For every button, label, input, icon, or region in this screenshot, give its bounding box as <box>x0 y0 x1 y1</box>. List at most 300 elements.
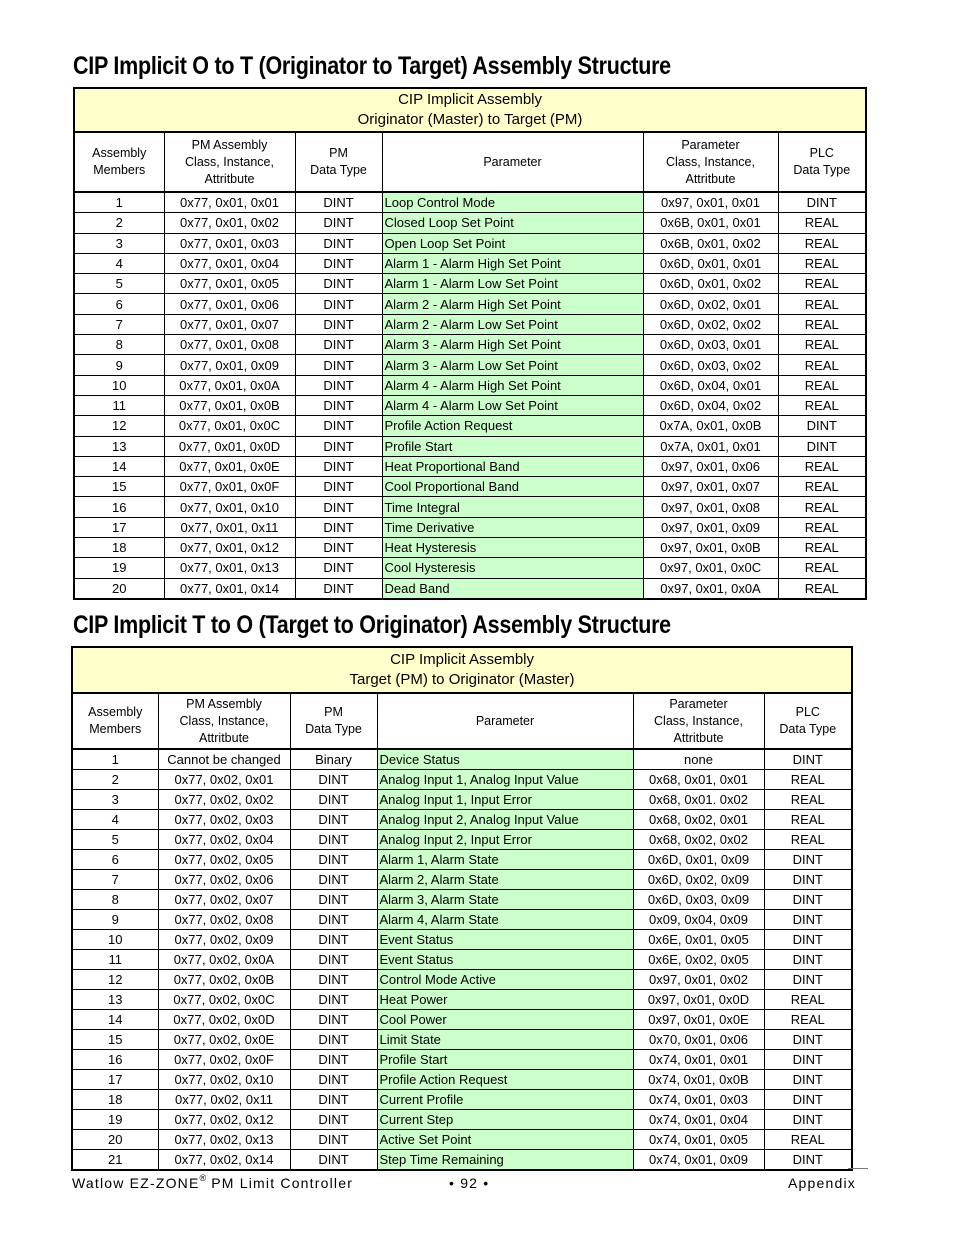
footer-section: Appendix <box>788 1175 856 1191</box>
caption-line-2: Target (PM) to Originator (Master) <box>349 671 575 688</box>
cell-parameter: Loop Control Mode <box>382 192 643 213</box>
cell-pm-assembly: 0x77, 0x02, 0x12 <box>158 1110 290 1130</box>
table-row <box>72 749 852 770</box>
cell-member: 8 <box>74 335 164 355</box>
cell-pm-assembly: 0x77, 0x01, 0x0B <box>164 395 295 415</box>
table-row <box>74 375 866 395</box>
table-row <box>72 850 852 870</box>
table-caption <box>72 647 852 693</box>
cell-member: 17 <box>74 517 164 537</box>
cell-pm-assembly: 0x77, 0x02, 0x04 <box>158 830 290 850</box>
table-row <box>74 233 866 253</box>
cell-param-cia: 0x74, 0x01, 0x0B <box>633 1070 764 1090</box>
cell-param-cia: 0x6D, 0x02, 0x02 <box>643 314 778 334</box>
cell-pm-type: DINT <box>290 1150 377 1171</box>
cell-pm-type: DINT <box>295 395 382 415</box>
cell-param-cia: 0x09, 0x04, 0x09 <box>633 910 764 930</box>
footer-rule <box>848 1168 868 1169</box>
cell-pm-assembly: 0x77, 0x02, 0x13 <box>158 1130 290 1150</box>
cell-member: 2 <box>72 770 158 790</box>
cell-param-cia: 0x97, 0x01, 0x0D <box>633 990 764 1010</box>
cell-param-cia: none <box>633 749 764 770</box>
table-row <box>74 578 866 599</box>
cell-param-cia: 0x74, 0x01, 0x01 <box>633 1050 764 1070</box>
cell-parameter: Analog Input 2, Analog Input Value <box>377 810 633 830</box>
cell-parameter: Alarm 3 - Alarm High Set Point <box>382 335 643 355</box>
cell-plc-type: REAL <box>778 355 866 375</box>
cell-pm-type: DINT <box>295 355 382 375</box>
cell-plc-type: DINT <box>778 416 866 436</box>
cell-pm-assembly: 0x77, 0x02, 0x05 <box>158 850 290 870</box>
cell-plc-type: REAL <box>764 1010 852 1030</box>
t-to-o-table-body <box>72 749 852 1170</box>
cell-pm-type: DINT <box>295 335 382 355</box>
cell-parameter: Alarm 1 - Alarm Low Set Point <box>382 274 643 294</box>
cell-param-cia: 0x74, 0x01, 0x09 <box>633 1150 764 1171</box>
cell-param-cia: 0x68, 0x02, 0x01 <box>633 810 764 830</box>
table-row <box>72 770 852 790</box>
cell-member: 15 <box>74 477 164 497</box>
table-row <box>74 395 866 415</box>
cell-pm-type: DINT <box>295 477 382 497</box>
cell-plc-type: REAL <box>764 770 852 790</box>
cell-plc-type: REAL <box>764 790 852 810</box>
cell-member: 7 <box>74 314 164 334</box>
table-row <box>74 456 866 476</box>
cell-plc-type: REAL <box>778 477 866 497</box>
cell-param-cia: 0x7A, 0x01, 0x0B <box>643 416 778 436</box>
cell-pm-assembly: 0x77, 0x01, 0x09 <box>164 355 295 375</box>
cell-parameter: Time Derivative <box>382 517 643 537</box>
cell-member: 13 <box>74 436 164 456</box>
header-plc-data-type: PLC Data Type <box>764 693 852 749</box>
cell-pm-type: DINT <box>295 314 382 334</box>
cell-member: 5 <box>72 830 158 850</box>
o-to-t-assembly-table <box>73 87 867 600</box>
cell-pm-type: DINT <box>290 930 377 950</box>
section-title-o-to-t: CIP Implicit O to T (Originator to Target) Assembly Structure <box>73 52 671 80</box>
cell-pm-type: DINT <box>290 870 377 890</box>
cell-pm-assembly: Cannot be changed <box>158 749 290 770</box>
table-row <box>72 950 852 970</box>
cell-parameter: Cool Hysteresis <box>382 558 643 578</box>
cell-pm-assembly: 0x77, 0x02, 0x11 <box>158 1090 290 1110</box>
cell-parameter: Step Time Remaining <box>377 1150 633 1171</box>
cell-plc-type: REAL <box>778 517 866 537</box>
cell-pm-type: DINT <box>295 436 382 456</box>
cell-param-cia: 0x6D, 0x01, 0x01 <box>643 253 778 273</box>
cell-plc-type: REAL <box>778 274 866 294</box>
caption-line-1: CIP Implicit Assembly <box>390 651 534 668</box>
table-row <box>74 335 866 355</box>
cell-parameter: Alarm 1 - Alarm High Set Point <box>382 253 643 273</box>
table-row <box>72 1110 852 1130</box>
cell-pm-type: DINT <box>295 497 382 517</box>
cell-pm-assembly: 0x77, 0x01, 0x12 <box>164 538 295 558</box>
table-row <box>74 253 866 273</box>
cell-param-cia: 0x97, 0x01, 0x0A <box>643 578 778 599</box>
header-assembly-members: Assembly Members <box>74 132 164 192</box>
header-parameter-cia: Parameter Class, Instance, Attritbute <box>643 132 778 192</box>
cell-param-cia: 0x74, 0x01, 0x05 <box>633 1130 764 1150</box>
cell-pm-type: DINT <box>295 274 382 294</box>
table-row <box>72 810 852 830</box>
cell-pm-type: DINT <box>295 517 382 537</box>
cell-parameter: Current Step <box>377 1110 633 1130</box>
registered-mark: ® <box>199 1173 207 1183</box>
cell-plc-type: DINT <box>764 1150 852 1171</box>
cell-pm-assembly: 0x77, 0x01, 0x14 <box>164 578 295 599</box>
cell-parameter: Cool Proportional Band <box>382 477 643 497</box>
cell-member: 11 <box>74 395 164 415</box>
cell-parameter: Alarm 4 - Alarm Low Set Point <box>382 395 643 415</box>
cell-plc-type: DINT <box>778 436 866 456</box>
cell-member: 20 <box>74 578 164 599</box>
cell-plc-type: REAL <box>778 558 866 578</box>
header-parameter-cia: Parameter Class, Instance, Attritbute <box>633 693 764 749</box>
cell-param-cia: 0x68, 0x01, 0x01 <box>633 770 764 790</box>
table-row <box>72 790 852 810</box>
cell-param-cia: 0x6D, 0x02, 0x01 <box>643 294 778 314</box>
cell-member: 12 <box>72 970 158 990</box>
cell-plc-type: DINT <box>764 1110 852 1130</box>
cell-member: 18 <box>72 1090 158 1110</box>
cell-pm-type: DINT <box>290 1030 377 1050</box>
cell-pm-type: DINT <box>295 233 382 253</box>
cell-member: 8 <box>72 890 158 910</box>
cell-parameter: Limit State <box>377 1030 633 1050</box>
cell-pm-assembly: 0x77, 0x01, 0x11 <box>164 517 295 537</box>
cell-plc-type: DINT <box>764 1030 852 1050</box>
cell-pm-type: DINT <box>290 830 377 850</box>
cell-plc-type: REAL <box>778 253 866 273</box>
caption-line-1: CIP Implicit Assembly <box>398 91 542 108</box>
cell-param-cia: 0x6E, 0x01, 0x05 <box>633 930 764 950</box>
table-row <box>74 314 866 334</box>
table-row <box>72 1010 852 1030</box>
cell-member: 4 <box>72 810 158 830</box>
cell-plc-type: REAL <box>778 375 866 395</box>
cell-pm-assembly: 0x77, 0x01, 0x01 <box>164 192 295 213</box>
cell-member: 13 <box>72 990 158 1010</box>
table-caption <box>74 88 866 132</box>
cell-param-cia: 0x6D, 0x04, 0x02 <box>643 395 778 415</box>
cell-param-cia: 0x97, 0x01, 0x01 <box>643 192 778 213</box>
cell-member: 14 <box>74 456 164 476</box>
cell-pm-type: DINT <box>295 456 382 476</box>
table-row <box>72 990 852 1010</box>
table-row <box>72 830 852 850</box>
header-parameter: Parameter <box>377 693 633 749</box>
cell-plc-type: DINT <box>764 890 852 910</box>
cell-param-cia: 0x74, 0x01, 0x03 <box>633 1090 764 1110</box>
cell-pm-type: DINT <box>295 416 382 436</box>
cell-param-cia: 0x6D, 0x03, 0x09 <box>633 890 764 910</box>
cell-pm-type: DINT <box>295 558 382 578</box>
cell-pm-assembly: 0x77, 0x02, 0x09 <box>158 930 290 950</box>
cell-member: 9 <box>72 910 158 930</box>
cell-plc-type: DINT <box>764 870 852 890</box>
cell-plc-type: REAL <box>778 294 866 314</box>
cell-pm-assembly: 0x77, 0x01, 0x10 <box>164 497 295 517</box>
cell-pm-assembly: 0x77, 0x02, 0x06 <box>158 870 290 890</box>
cell-pm-assembly: 0x77, 0x02, 0x0F <box>158 1050 290 1070</box>
cell-param-cia: 0x97, 0x01, 0x06 <box>643 456 778 476</box>
cell-pm-assembly: 0x77, 0x02, 0x02 <box>158 790 290 810</box>
cell-pm-type: DINT <box>290 850 377 870</box>
cell-pm-type: DINT <box>295 375 382 395</box>
cell-param-cia: 0x6D, 0x03, 0x02 <box>643 355 778 375</box>
cell-parameter: Profile Action Request <box>377 1070 633 1090</box>
cell-parameter: Event Status <box>377 930 633 950</box>
cell-parameter: Analog Input 1, Analog Input Value <box>377 770 633 790</box>
cell-plc-type: DINT <box>764 950 852 970</box>
cell-parameter: Alarm 4 - Alarm High Set Point <box>382 375 643 395</box>
cell-member: 7 <box>72 870 158 890</box>
cell-parameter: Active Set Point <box>377 1130 633 1150</box>
cell-pm-assembly: 0x77, 0x01, 0x0A <box>164 375 295 395</box>
cell-param-cia: 0x68, 0x01. 0x02 <box>633 790 764 810</box>
table-row <box>74 355 866 375</box>
table-row <box>72 930 852 950</box>
cell-parameter: Heat Power <box>377 990 633 1010</box>
cell-member: 9 <box>74 355 164 375</box>
cell-member: 12 <box>74 416 164 436</box>
cell-parameter: Heat Hysteresis <box>382 538 643 558</box>
cell-parameter: Profile Action Request <box>382 416 643 436</box>
cell-member: 3 <box>72 790 158 810</box>
cell-pm-type: DINT <box>290 1110 377 1130</box>
cell-param-cia: 0x7A, 0x01, 0x01 <box>643 436 778 456</box>
cell-member: 14 <box>72 1010 158 1030</box>
cell-member: 1 <box>74 192 164 213</box>
header-plc-data-type: PLC Data Type <box>778 132 866 192</box>
footer-page-number: • 92 • <box>449 1175 490 1191</box>
cell-pm-type: DINT <box>295 538 382 558</box>
cell-pm-assembly: 0x77, 0x01, 0x0E <box>164 456 295 476</box>
cell-parameter: Dead Band <box>382 578 643 599</box>
cell-plc-type: DINT <box>764 749 852 770</box>
cell-member: 17 <box>72 1070 158 1090</box>
section-title-t-to-o: CIP Implicit T to O (Target to Originator) Assembly Structure <box>73 611 671 639</box>
cell-pm-assembly: 0x77, 0x01, 0x07 <box>164 314 295 334</box>
table-row <box>72 1090 852 1110</box>
cell-pm-assembly: 0x77, 0x02, 0x14 <box>158 1150 290 1171</box>
cell-member: 15 <box>72 1030 158 1050</box>
cell-parameter: Analog Input 2, Input Error <box>377 830 633 850</box>
table-row <box>74 497 866 517</box>
cell-pm-assembly: 0x77, 0x01, 0x02 <box>164 213 295 233</box>
cell-pm-type: DINT <box>295 578 382 599</box>
cell-plc-type: REAL <box>764 810 852 830</box>
cell-pm-assembly: 0x77, 0x01, 0x13 <box>164 558 295 578</box>
cell-pm-assembly: 0x77, 0x01, 0x08 <box>164 335 295 355</box>
header-pm-data-type: PM Data Type <box>295 132 382 192</box>
cell-plc-type: REAL <box>778 456 866 476</box>
cell-plc-type: REAL <box>764 990 852 1010</box>
cell-pm-type: DINT <box>290 1050 377 1070</box>
cell-parameter: Cool Power <box>377 1010 633 1030</box>
cell-parameter: Event Status <box>377 950 633 970</box>
cell-param-cia: 0x74, 0x01, 0x04 <box>633 1110 764 1130</box>
cell-member: 10 <box>72 930 158 950</box>
table-row <box>72 1150 852 1171</box>
cell-param-cia: 0x97, 0x01, 0x0C <box>643 558 778 578</box>
cell-plc-type: REAL <box>778 233 866 253</box>
cell-parameter: Profile Start <box>377 1050 633 1070</box>
table-row <box>74 213 866 233</box>
cell-member: 21 <box>72 1150 158 1171</box>
cell-param-cia: 0x97, 0x01, 0x07 <box>643 477 778 497</box>
cell-param-cia: 0x6D, 0x01, 0x02 <box>643 274 778 294</box>
cell-pm-assembly: 0x77, 0x01, 0x03 <box>164 233 295 253</box>
cell-pm-type: DINT <box>290 790 377 810</box>
cell-pm-type: DINT <box>290 1070 377 1090</box>
cell-param-cia: 0x97, 0x01, 0x08 <box>643 497 778 517</box>
cell-parameter: Heat Proportional Band <box>382 456 643 476</box>
table-row <box>74 558 866 578</box>
cell-pm-assembly: 0x77, 0x02, 0x0C <box>158 990 290 1010</box>
cell-param-cia: 0x68, 0x02, 0x02 <box>633 830 764 850</box>
table-row <box>72 1070 852 1090</box>
cell-parameter: Profile Start <box>382 436 643 456</box>
cell-plc-type: DINT <box>778 192 866 213</box>
cell-member: 16 <box>74 497 164 517</box>
cell-pm-assembly: 0x77, 0x02, 0x07 <box>158 890 290 910</box>
cell-parameter: Analog Input 1, Input Error <box>377 790 633 810</box>
cell-pm-type: DINT <box>295 253 382 273</box>
cell-plc-type: DINT <box>764 1090 852 1110</box>
cell-member: 16 <box>72 1050 158 1070</box>
cell-pm-assembly: 0x77, 0x01, 0x05 <box>164 274 295 294</box>
table-row <box>72 1050 852 1070</box>
cell-parameter: Alarm 3, Alarm State <box>377 890 633 910</box>
cell-param-cia: 0x97, 0x01, 0x02 <box>633 970 764 990</box>
cell-param-cia: 0x6B, 0x01, 0x02 <box>643 233 778 253</box>
cell-pm-assembly: 0x77, 0x02, 0x01 <box>158 770 290 790</box>
cell-member: 4 <box>74 253 164 273</box>
cell-pm-assembly: 0x77, 0x02, 0x03 <box>158 810 290 830</box>
cell-param-cia: 0x6E, 0x02, 0x05 <box>633 950 764 970</box>
cell-plc-type: REAL <box>778 314 866 334</box>
cell-param-cia: 0x6D, 0x03, 0x01 <box>643 335 778 355</box>
cell-param-cia: 0x97, 0x01, 0x0E <box>633 1010 764 1030</box>
cell-pm-assembly: 0x77, 0x02, 0x0E <box>158 1030 290 1050</box>
cell-pm-assembly: 0x77, 0x02, 0x08 <box>158 910 290 930</box>
cell-param-cia: 0x70, 0x01, 0x06 <box>633 1030 764 1050</box>
cell-param-cia: 0x97, 0x01, 0x0B <box>643 538 778 558</box>
cell-plc-type: REAL <box>778 497 866 517</box>
cell-parameter: Time Integral <box>382 497 643 517</box>
cell-member: 6 <box>72 850 158 870</box>
cell-pm-type: DINT <box>290 1090 377 1110</box>
table-row <box>72 1130 852 1150</box>
cell-plc-type: DINT <box>764 910 852 930</box>
cell-pm-assembly: 0x77, 0x02, 0x0A <box>158 950 290 970</box>
cell-param-cia: 0x6D, 0x04, 0x01 <box>643 375 778 395</box>
o-to-t-table-body <box>74 192 866 599</box>
table-row <box>74 416 866 436</box>
cell-param-cia: 0x6D, 0x02, 0x09 <box>633 870 764 890</box>
table-row <box>72 1030 852 1050</box>
cell-member: 11 <box>72 950 158 970</box>
cell-plc-type: REAL <box>778 213 866 233</box>
table-row <box>72 970 852 990</box>
cell-pm-assembly: 0x77, 0x01, 0x0D <box>164 436 295 456</box>
cell-member: 19 <box>72 1110 158 1130</box>
cell-pm-type: DINT <box>290 1130 377 1150</box>
cell-pm-assembly: 0x77, 0x01, 0x0F <box>164 477 295 497</box>
cell-member: 10 <box>74 375 164 395</box>
cell-pm-type: DINT <box>295 213 382 233</box>
header-pm-assembly: PM Assembly Class, Instance, Attritbute <box>164 132 295 192</box>
table-row <box>74 477 866 497</box>
cell-pm-assembly: 0x77, 0x01, 0x0C <box>164 416 295 436</box>
cell-param-cia: 0x6D, 0x01, 0x09 <box>633 850 764 870</box>
cell-pm-assembly: 0x77, 0x01, 0x06 <box>164 294 295 314</box>
cell-plc-type: REAL <box>778 538 866 558</box>
cell-pm-type: DINT <box>290 770 377 790</box>
cell-pm-assembly: 0x77, 0x02, 0x10 <box>158 1070 290 1090</box>
cell-plc-type: DINT <box>764 1070 852 1090</box>
cell-plc-type: REAL <box>778 335 866 355</box>
cell-member: 18 <box>74 538 164 558</box>
table-row <box>74 538 866 558</box>
cell-member: 19 <box>74 558 164 578</box>
cell-member: 6 <box>74 294 164 314</box>
cell-member: 3 <box>74 233 164 253</box>
cell-pm-type: DINT <box>295 192 382 213</box>
cell-pm-assembly: 0x77, 0x01, 0x04 <box>164 253 295 273</box>
cell-pm-type: DINT <box>290 810 377 830</box>
cell-plc-type: DINT <box>764 930 852 950</box>
header-pm-assembly: PM Assembly Class, Instance, Attritbute <box>158 693 290 749</box>
cell-pm-assembly: 0x77, 0x02, 0x0B <box>158 970 290 990</box>
table-row <box>72 910 852 930</box>
cell-parameter: Closed Loop Set Point <box>382 213 643 233</box>
cell-parameter: Alarm 3 - Alarm Low Set Point <box>382 355 643 375</box>
cell-pm-type: DINT <box>290 890 377 910</box>
table-row <box>74 192 866 213</box>
cell-plc-type: REAL <box>778 578 866 599</box>
cell-pm-assembly: 0x77, 0x02, 0x0D <box>158 1010 290 1030</box>
cell-plc-type: REAL <box>764 1130 852 1150</box>
cell-plc-type: REAL <box>764 830 852 850</box>
table-row <box>74 274 866 294</box>
table-row <box>72 870 852 890</box>
cell-member: 2 <box>74 213 164 233</box>
cell-parameter: Device Status <box>377 749 633 770</box>
footer-product: Watlow EZ-ZONE® PM Limit Controller <box>72 1173 354 1191</box>
table-row <box>74 517 866 537</box>
cell-pm-type: DINT <box>290 970 377 990</box>
cell-member: 5 <box>74 274 164 294</box>
table-row <box>74 294 866 314</box>
cell-pm-type: DINT <box>290 990 377 1010</box>
cell-parameter: Alarm 2, Alarm State <box>377 870 633 890</box>
header-assembly-members: Assembly Members <box>72 693 158 749</box>
header-parameter: Parameter <box>382 132 643 192</box>
cell-plc-type: DINT <box>764 850 852 870</box>
cell-parameter: Alarm 2 - Alarm Low Set Point <box>382 314 643 334</box>
cell-pm-type: Binary <box>290 749 377 770</box>
cell-plc-type: DINT <box>764 970 852 990</box>
cell-member: 1 <box>72 749 158 770</box>
header-pm-data-type: PM Data Type <box>290 693 377 749</box>
cell-parameter: Current Profile <box>377 1090 633 1110</box>
cell-parameter: Control Mode Active <box>377 970 633 990</box>
caption-line-2: Originator (Master) to Target (PM) <box>357 111 583 128</box>
